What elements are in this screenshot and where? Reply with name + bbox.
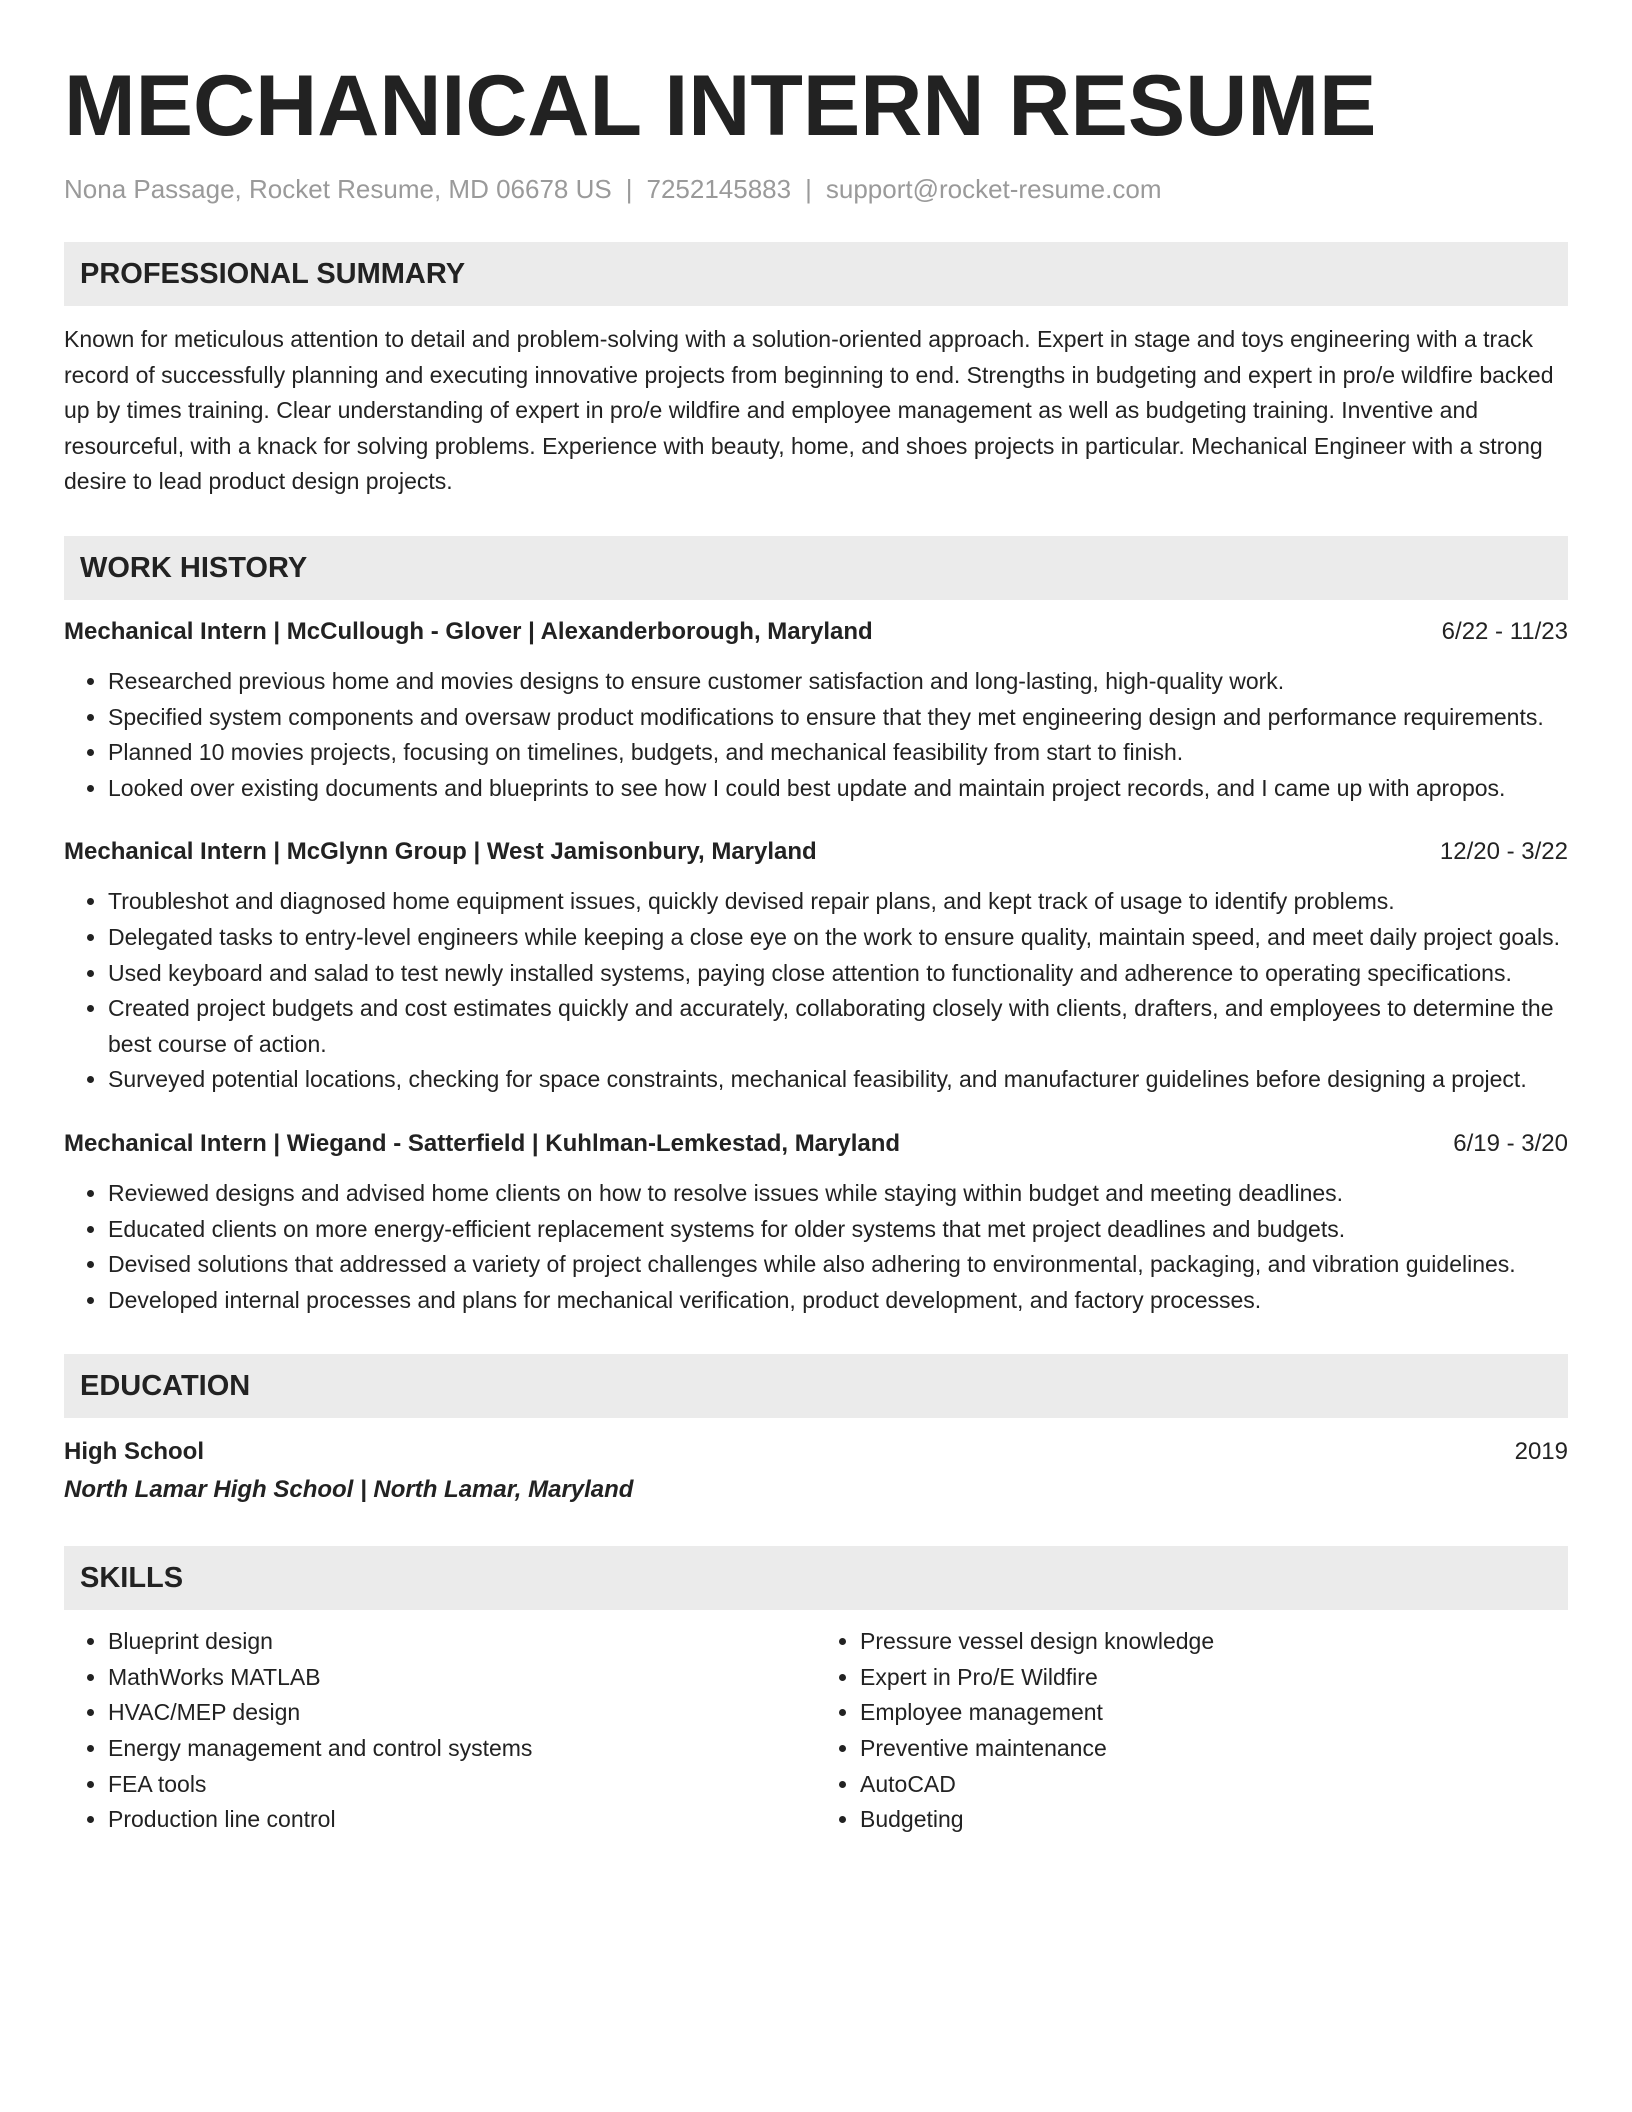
job-dates: 6/22 - 11/23 — [1441, 617, 1568, 645]
job-header — [64, 1126, 1568, 1162]
contact-email: support@rocket-resume.com — [825, 174, 1162, 204]
contact-line — [64, 172, 1568, 206]
job-bullet: • Troubleshot and diagnosed home equipment issues, quickly devised repair plans, and kept track of usage to identify problems. — [108, 884, 1568, 920]
job-bullets — [64, 1176, 1568, 1318]
job-title: Mechanical Intern | McGlynn Group | West Jamisonbury, Maryland — [64, 838, 817, 866]
job-bullet: • Researched previous home and movies designs to ensure customer satisfaction and long-lasting, high-quality work. — [108, 664, 1568, 700]
job-entry — [64, 834, 1568, 1098]
job-bullet: • Looked over existing documents and blueprints to see how I could best update and maintain project records, and I came up with apropos. — [108, 771, 1568, 807]
skill-item: • MathWorks MATLAB — [108, 1660, 816, 1696]
education-header — [64, 1434, 1568, 1470]
skill-item: • Preventive maintenance — [860, 1731, 1568, 1767]
job-dates: 6/19 - 3/20 — [1453, 1129, 1568, 1157]
education-degree: High School — [64, 1438, 204, 1466]
education-entry — [64, 1434, 1568, 1510]
job-title: Mechanical Intern | McCullough - Glover | Alexanderborough, Maryland — [64, 617, 873, 645]
skill-item: • Employee management — [860, 1695, 1568, 1731]
job-bullets — [64, 884, 1568, 1098]
job-bullet: • Surveyed potential locations, checking for space constraints, mechanical feasibility, and manufacturer guidelines before designing a project. — [108, 1062, 1568, 1098]
job-bullet: • Developed internal processes and plans for mechanical verification, product development, and factory processes. — [108, 1283, 1568, 1319]
job-header — [64, 834, 1568, 870]
job-bullet: • Devised solutions that addressed a variety of project challenges while also adhering to environmental, packaging, and vibration guidelines. — [108, 1247, 1568, 1283]
education-school: North Lamar High School | North Lamar, Maryland — [64, 1476, 634, 1504]
skill-item: • Expert in Pro/E Wildfire — [860, 1660, 1568, 1696]
skill-item: • AutoCAD — [860, 1767, 1568, 1803]
job-bullet: • Planned 10 movies projects, focusing on timelines, budgets, and mechanical feasibility from start to finish. — [108, 735, 1568, 771]
skills-list — [64, 1624, 1568, 1838]
skills-column-left — [64, 1624, 816, 1838]
job-bullet: • Reviewed designs and advised home clients on how to resolve issues while staying within budget and meeting deadlines. — [108, 1176, 1568, 1212]
education-year: 2019 — [1514, 1438, 1568, 1466]
job-header — [64, 614, 1568, 650]
summary-heading: PROFESSIONAL SUMMARY — [64, 242, 1568, 306]
contact-separator: | — [625, 174, 633, 204]
work-history-heading: WORK HISTORY — [64, 536, 1568, 600]
job-entry — [64, 614, 1568, 806]
contact-phone: 7252145883 — [646, 174, 792, 204]
job-bullet: • Educated clients on more energy-efficient replacement systems for older systems that met project deadlines and budgets. — [108, 1212, 1568, 1248]
skill-item: • HVAC/MEP design — [108, 1695, 816, 1731]
job-bullet: • Used keyboard and salad to test newly installed systems, paying close attention to functionality and adherence to operating specifications. — [108, 956, 1568, 992]
skills-heading: SKILLS — [64, 1546, 1568, 1610]
job-title: Mechanical Intern | Wiegand - Satterfield | Kuhlman-Lemkestad, Maryland — [64, 1129, 901, 1157]
job-bullets — [64, 664, 1568, 806]
contact-address: Nona Passage, Rocket Resume, MD 06678 US — [64, 174, 612, 204]
resume-title: MECHANICAL INTERN RESUME — [64, 58, 1377, 154]
skill-item: • FEA tools — [108, 1767, 816, 1803]
summary-text: Known for meticulous attention to detail and problem-solving with a solution-oriented approach. Expert in stage and toys engineering with a track record of successfully planning and executing innovative projects from beginning to end. Strengths in budgeting and expert in pro/e wildfire backed up by times training. Clear understanding of expert in pro/e wildfire and employee management as well as budgeting training. Inventive and resourceful, with a knack for solving problems. Experience with beauty, home, and shoes projects in particular. Mechanical Engineer with a strong desire to lead product design projects. — [64, 326, 1554, 495]
skill-item: • Pressure vessel design knowledge — [860, 1624, 1568, 1660]
skills-column-right — [816, 1624, 1568, 1838]
job-entry — [64, 1126, 1568, 1318]
skill-item: • Energy management and control systems — [108, 1731, 816, 1767]
education-heading: EDUCATION — [64, 1354, 1568, 1418]
skill-item: • Budgeting — [860, 1802, 1568, 1838]
contact-separator: | — [805, 174, 812, 204]
job-bullet: • Created project budgets and cost estimates quickly and accurately, collaborating closely with clients, drafters, and employees to determine the best course of action. — [108, 991, 1568, 1062]
skill-item: • Production line control — [108, 1802, 816, 1838]
skill-item: • Blueprint design — [108, 1624, 816, 1660]
job-bullet: • Delegated tasks to entry-level engineers while keeping a close eye on the work to ensure quality, maintain speed, and meet daily project goals. — [108, 920, 1568, 956]
job-bullet: • Specified system components and oversaw product modifications to ensure that they met engineering design and performance requirements. — [108, 700, 1568, 736]
job-dates: 12/20 - 3/22 — [1439, 838, 1568, 866]
